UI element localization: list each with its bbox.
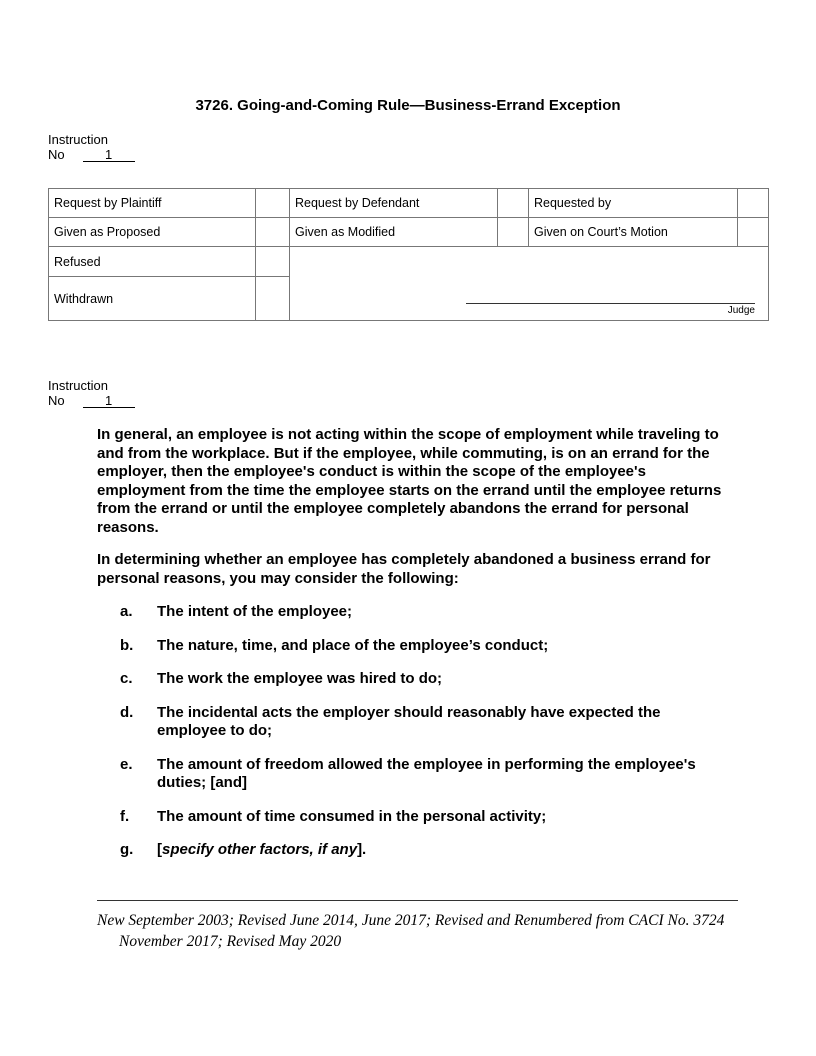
no-label: No <box>48 147 65 162</box>
judge-signature-line[interactable] <box>466 303 755 304</box>
item-text: The work the employee was hired to do; <box>157 670 443 687</box>
request-by-plaintiff-label: Request by Plaintiff <box>49 189 256 218</box>
item-letter: d. <box>120 703 134 721</box>
item-letter: b. <box>120 636 134 654</box>
withdrawn-label: Withdrawn <box>49 277 256 321</box>
given-as-proposed-checkbox[interactable] <box>256 218 290 247</box>
given-on-courts-motion-label: Given on Court’s Motion <box>529 218 738 247</box>
instruction-number-block-bottom <box>48 378 135 408</box>
body-paragraph: In general, an employee is not acting within the scope of employment while traveling to and from the workplace. But if the employee, while commuting, is on an errand for the employer, then the employee's conduct is within the scope of the employee's employment from the time the employee starts on the errand until the employee returns from the errand or until the employee completely abandons the errand for personal reasons. <box>97 426 722 536</box>
instruction-label: Instruction <box>48 378 108 393</box>
factor-item <box>97 756 727 793</box>
factor-item <box>97 603 727 622</box>
refused-checkbox[interactable] <box>256 247 290 277</box>
instruction-number: 1 <box>83 394 135 408</box>
request-by-defendant-label: Request by Defendant <box>290 189 498 218</box>
given-on-courts-motion-checkbox[interactable] <box>738 218 769 247</box>
factor-item <box>97 637 727 656</box>
requested-by-label: Requested by <box>529 189 738 218</box>
item-text: The amount of freedom allowed the employee in performing the employee's duties; [and] <box>157 755 696 791</box>
factor-item <box>97 670 727 689</box>
factor-item <box>97 841 727 860</box>
factor-item <box>97 808 727 827</box>
refused-label: Refused <box>49 247 256 277</box>
given-as-proposed-label: Given as Proposed <box>49 218 256 247</box>
item-text: The nature, time, and place of the employee’s conduct; <box>157 636 549 654</box>
footer-divider <box>97 900 738 901</box>
judge-signature-area <box>290 247 769 321</box>
judge-label: Judge <box>727 305 755 316</box>
request-by-defendant-checkbox[interactable] <box>498 189 529 218</box>
item-text <box>157 841 727 860</box>
item-text: The incidental acts the employer should reasonably have expected the employee to do; <box>157 703 661 739</box>
given-as-modified-label: Given as Modified <box>290 218 498 247</box>
item-letter: a. <box>120 603 133 620</box>
instruction-title: 3726. Going-and-Coming Rule—Business-Errand Exception <box>195 97 621 114</box>
instruction-number: 1 <box>83 148 135 162</box>
withdrawn-checkbox[interactable] <box>256 277 290 321</box>
instruction-number-block-top <box>48 132 135 162</box>
instruction-label: Instruction <box>48 132 108 147</box>
no-label: No <box>48 393 65 408</box>
given-as-modified-checkbox[interactable] <box>498 218 529 247</box>
item-italic-text: specify other factors, if any <box>162 841 358 858</box>
item-text: The intent of the employee; <box>157 603 353 620</box>
factor-item <box>97 704 727 741</box>
item-text: The amount of time consumed in the personal activity; <box>157 807 547 825</box>
instruction-body <box>97 426 727 875</box>
requested-by-checkbox[interactable] <box>738 189 769 218</box>
request-by-plaintiff-checkbox[interactable] <box>256 189 290 218</box>
item-letter: g. <box>120 841 134 858</box>
body-paragraph: In determining whether an employee has completely abandoned a business errand for personal reasons, you may consider the following: <box>97 551 711 587</box>
bracket-close: ]. <box>357 841 367 858</box>
item-letter: e. <box>120 755 133 773</box>
bracket-open: [ <box>157 841 162 858</box>
item-letter: f. <box>120 807 130 825</box>
item-letter: c. <box>120 670 133 687</box>
revision-history: New September 2003; Revised June 2014, June 2017; Revised and Renumbered from CACI No. 3724 November 2017; Revised May 2020 <box>97 912 725 950</box>
instruction-status-form <box>48 188 769 321</box>
